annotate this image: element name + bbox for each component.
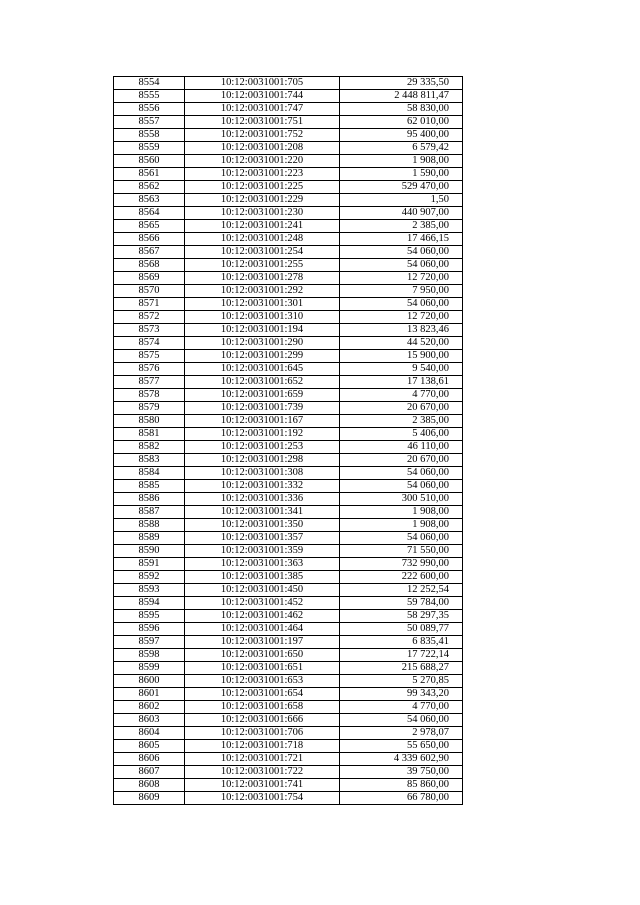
row-number-cell: 8598 — [114, 649, 185, 662]
value-cell: 4 339 602,90 — [340, 753, 463, 766]
cadastral-number-cell: 10:12:0031001:706 — [185, 727, 340, 740]
cadastral-value-table — [113, 76, 463, 805]
table-row — [114, 246, 463, 259]
table-row — [114, 363, 463, 376]
cadastral-number-cell: 10:12:0031001:651 — [185, 662, 340, 675]
value-cell: 12 252,54 — [340, 584, 463, 597]
value-cell: 99 343,20 — [340, 688, 463, 701]
table-row — [114, 298, 463, 311]
table-row — [114, 740, 463, 753]
table-row — [114, 779, 463, 792]
value-cell: 20 670,00 — [340, 402, 463, 415]
cadastral-number-cell: 10:12:0031001:278 — [185, 272, 340, 285]
value-cell: 20 670,00 — [340, 454, 463, 467]
value-cell: 9 540,00 — [340, 363, 463, 376]
cadastral-number-cell: 10:12:0031001:754 — [185, 792, 340, 805]
table-row — [114, 285, 463, 298]
value-cell: 15 900,00 — [340, 350, 463, 363]
cadastral-number-cell: 10:12:0031001:223 — [185, 168, 340, 181]
cadastral-number-cell: 10:12:0031001:255 — [185, 259, 340, 272]
row-number-cell: 8604 — [114, 727, 185, 740]
value-cell: 54 060,00 — [340, 298, 463, 311]
value-cell: 17 466,15 — [340, 233, 463, 246]
table-row — [114, 649, 463, 662]
table-row — [114, 571, 463, 584]
row-number-cell: 8554 — [114, 77, 185, 90]
cadastral-number-cell: 10:12:0031001:357 — [185, 532, 340, 545]
value-cell: 46 110,00 — [340, 441, 463, 454]
row-number-cell: 8589 — [114, 532, 185, 545]
row-number-cell: 8588 — [114, 519, 185, 532]
row-number-cell: 8592 — [114, 571, 185, 584]
table-row — [114, 116, 463, 129]
table-row — [114, 753, 463, 766]
table-row — [114, 584, 463, 597]
value-cell: 54 060,00 — [340, 714, 463, 727]
row-number-cell: 8555 — [114, 90, 185, 103]
cadastral-number-cell: 10:12:0031001:241 — [185, 220, 340, 233]
row-number-cell: 8572 — [114, 311, 185, 324]
value-cell: 2 385,00 — [340, 415, 463, 428]
value-cell: 2 385,00 — [340, 220, 463, 233]
row-number-cell: 8581 — [114, 428, 185, 441]
table-row — [114, 233, 463, 246]
table-body — [114, 77, 463, 805]
row-number-cell: 8568 — [114, 259, 185, 272]
cadastral-number-cell: 10:12:0031001:464 — [185, 623, 340, 636]
value-cell: 5 270,85 — [340, 675, 463, 688]
cadastral-number-cell: 10:12:0031001:650 — [185, 649, 340, 662]
row-number-cell: 8571 — [114, 298, 185, 311]
value-cell: 440 907,00 — [340, 207, 463, 220]
table-row — [114, 324, 463, 337]
cadastral-number-cell: 10:12:0031001:310 — [185, 311, 340, 324]
row-number-cell: 8567 — [114, 246, 185, 259]
row-number-cell: 8565 — [114, 220, 185, 233]
value-cell: 6 835,41 — [340, 636, 463, 649]
table-row — [114, 675, 463, 688]
row-number-cell: 8573 — [114, 324, 185, 337]
cadastral-number-cell: 10:12:0031001:705 — [185, 77, 340, 90]
row-number-cell: 8587 — [114, 506, 185, 519]
table-row — [114, 532, 463, 545]
cadastral-number-cell: 10:12:0031001:747 — [185, 103, 340, 116]
table-row — [114, 168, 463, 181]
cadastral-number-cell: 10:12:0031001:298 — [185, 454, 340, 467]
value-cell: 58 830,00 — [340, 103, 463, 116]
table-row — [114, 376, 463, 389]
table-row — [114, 311, 463, 324]
row-number-cell: 8556 — [114, 103, 185, 116]
cadastral-number-cell: 10:12:0031001:659 — [185, 389, 340, 402]
table-row — [114, 402, 463, 415]
value-cell: 4 770,00 — [340, 389, 463, 402]
value-cell: 58 297,35 — [340, 610, 463, 623]
value-cell: 2 448 811,47 — [340, 90, 463, 103]
cadastral-number-cell: 10:12:0031001:167 — [185, 415, 340, 428]
cadastral-number-cell: 10:12:0031001:741 — [185, 779, 340, 792]
table-row — [114, 623, 463, 636]
row-number-cell: 8575 — [114, 350, 185, 363]
value-cell: 50 089,77 — [340, 623, 463, 636]
cadastral-number-cell: 10:12:0031001:208 — [185, 142, 340, 155]
table-row — [114, 519, 463, 532]
row-number-cell: 8607 — [114, 766, 185, 779]
table-row — [114, 103, 463, 116]
cadastral-number-cell: 10:12:0031001:718 — [185, 740, 340, 753]
cadastral-number-cell: 10:12:0031001:751 — [185, 116, 340, 129]
table-row — [114, 597, 463, 610]
value-cell: 85 860,00 — [340, 779, 463, 792]
row-number-cell: 8603 — [114, 714, 185, 727]
row-number-cell: 8606 — [114, 753, 185, 766]
cadastral-number-cell: 10:12:0031001:308 — [185, 467, 340, 480]
table-row — [114, 350, 463, 363]
value-cell: 300 510,00 — [340, 493, 463, 506]
row-number-cell: 8577 — [114, 376, 185, 389]
cadastral-number-cell: 10:12:0031001:192 — [185, 428, 340, 441]
cadastral-number-cell: 10:12:0031001:722 — [185, 766, 340, 779]
cadastral-number-cell: 10:12:0031001:462 — [185, 610, 340, 623]
row-number-cell: 8578 — [114, 389, 185, 402]
cadastral-number-cell: 10:12:0031001:350 — [185, 519, 340, 532]
cadastral-number-cell: 10:12:0031001:332 — [185, 480, 340, 493]
table-row — [114, 636, 463, 649]
value-cell: 222 600,00 — [340, 571, 463, 584]
table-row — [114, 220, 463, 233]
table-row — [114, 337, 463, 350]
row-number-cell: 8560 — [114, 155, 185, 168]
table-row — [114, 207, 463, 220]
table-row — [114, 545, 463, 558]
value-cell: 1 908,00 — [340, 519, 463, 532]
row-number-cell: 8557 — [114, 116, 185, 129]
row-number-cell: 8584 — [114, 467, 185, 480]
table-row — [114, 155, 463, 168]
table-row — [114, 662, 463, 675]
cadastral-number-cell: 10:12:0031001:652 — [185, 376, 340, 389]
value-cell: 4 770,00 — [340, 701, 463, 714]
value-cell: 54 060,00 — [340, 480, 463, 493]
cadastral-number-cell: 10:12:0031001:645 — [185, 363, 340, 376]
cadastral-number-cell: 10:12:0031001:450 — [185, 584, 340, 597]
row-number-cell: 8586 — [114, 493, 185, 506]
value-cell: 17 722,14 — [340, 649, 463, 662]
value-cell: 732 990,00 — [340, 558, 463, 571]
table-row — [114, 415, 463, 428]
table-row — [114, 467, 463, 480]
cadastral-number-cell: 10:12:0031001:253 — [185, 441, 340, 454]
value-cell: 66 780,00 — [340, 792, 463, 805]
table-row — [114, 792, 463, 805]
row-number-cell: 8585 — [114, 480, 185, 493]
value-cell: 54 060,00 — [340, 246, 463, 259]
value-cell: 6 579,42 — [340, 142, 463, 155]
cadastral-number-cell: 10:12:0031001:299 — [185, 350, 340, 363]
table-row — [114, 181, 463, 194]
cadastral-number-cell: 10:12:0031001:654 — [185, 688, 340, 701]
row-number-cell: 8566 — [114, 233, 185, 246]
value-cell: 54 060,00 — [340, 532, 463, 545]
cadastral-number-cell: 10:12:0031001:658 — [185, 701, 340, 714]
row-number-cell: 8601 — [114, 688, 185, 701]
value-cell: 54 060,00 — [340, 467, 463, 480]
cadastral-number-cell: 10:12:0031001:290 — [185, 337, 340, 350]
table-row — [114, 714, 463, 727]
row-number-cell: 8600 — [114, 675, 185, 688]
table-row — [114, 610, 463, 623]
table-row — [114, 727, 463, 740]
row-number-cell: 8593 — [114, 584, 185, 597]
row-number-cell: 8583 — [114, 454, 185, 467]
row-number-cell: 8576 — [114, 363, 185, 376]
value-cell: 54 060,00 — [340, 259, 463, 272]
cadastral-number-cell: 10:12:0031001:229 — [185, 194, 340, 207]
row-number-cell: 8591 — [114, 558, 185, 571]
cadastral-number-cell: 10:12:0031001:341 — [185, 506, 340, 519]
value-cell: 1,50 — [340, 194, 463, 207]
row-number-cell: 8564 — [114, 207, 185, 220]
table-row — [114, 441, 463, 454]
row-number-cell: 8595 — [114, 610, 185, 623]
row-number-cell: 8602 — [114, 701, 185, 714]
table-row — [114, 129, 463, 142]
cadastral-number-cell: 10:12:0031001:220 — [185, 155, 340, 168]
value-cell: 59 784,00 — [340, 597, 463, 610]
table-row — [114, 90, 463, 103]
table-row — [114, 77, 463, 90]
value-cell: 29 335,50 — [340, 77, 463, 90]
value-cell: 529 470,00 — [340, 181, 463, 194]
cadastral-number-cell: 10:12:0031001:225 — [185, 181, 340, 194]
cadastral-number-cell: 10:12:0031001:385 — [185, 571, 340, 584]
value-cell: 12 720,00 — [340, 272, 463, 285]
table-row — [114, 389, 463, 402]
cadastral-number-cell: 10:12:0031001:721 — [185, 753, 340, 766]
row-number-cell: 8563 — [114, 194, 185, 207]
cadastral-number-cell: 10:12:0031001:739 — [185, 402, 340, 415]
row-number-cell: 8597 — [114, 636, 185, 649]
value-cell: 13 823,46 — [340, 324, 463, 337]
row-number-cell: 8570 — [114, 285, 185, 298]
value-cell: 7 950,00 — [340, 285, 463, 298]
row-number-cell: 8574 — [114, 337, 185, 350]
row-number-cell: 8594 — [114, 597, 185, 610]
table-row — [114, 272, 463, 285]
value-cell: 1 908,00 — [340, 155, 463, 168]
row-number-cell: 8599 — [114, 662, 185, 675]
value-cell: 17 138,61 — [340, 376, 463, 389]
cadastral-number-cell: 10:12:0031001:452 — [185, 597, 340, 610]
value-cell: 1 908,00 — [340, 506, 463, 519]
row-number-cell: 8608 — [114, 779, 185, 792]
cadastral-number-cell: 10:12:0031001:653 — [185, 675, 340, 688]
cadastral-number-cell: 10:12:0031001:744 — [185, 90, 340, 103]
row-number-cell: 8561 — [114, 168, 185, 181]
cadastral-number-cell: 10:12:0031001:230 — [185, 207, 340, 220]
cadastral-number-cell: 10:12:0031001:194 — [185, 324, 340, 337]
row-number-cell: 8580 — [114, 415, 185, 428]
value-cell: 71 550,00 — [340, 545, 463, 558]
value-cell: 95 400,00 — [340, 129, 463, 142]
table-row — [114, 688, 463, 701]
table-row — [114, 506, 463, 519]
cadastral-number-cell: 10:12:0031001:666 — [185, 714, 340, 727]
row-number-cell: 8559 — [114, 142, 185, 155]
cadastral-number-cell: 10:12:0031001:752 — [185, 129, 340, 142]
table-row — [114, 701, 463, 714]
row-number-cell: 8558 — [114, 129, 185, 142]
table-row — [114, 259, 463, 272]
table-row — [114, 428, 463, 441]
table-row — [114, 480, 463, 493]
table-row — [114, 558, 463, 571]
cadastral-number-cell: 10:12:0031001:359 — [185, 545, 340, 558]
table-row — [114, 493, 463, 506]
value-cell: 44 520,00 — [340, 337, 463, 350]
table-row — [114, 194, 463, 207]
cadastral-number-cell: 10:12:0031001:292 — [185, 285, 340, 298]
cadastral-number-cell: 10:12:0031001:248 — [185, 233, 340, 246]
cadastral-number-cell: 10:12:0031001:363 — [185, 558, 340, 571]
row-number-cell: 8562 — [114, 181, 185, 194]
row-number-cell: 8596 — [114, 623, 185, 636]
row-number-cell: 8605 — [114, 740, 185, 753]
table-row — [114, 766, 463, 779]
cadastral-number-cell: 10:12:0031001:301 — [185, 298, 340, 311]
row-number-cell: 8582 — [114, 441, 185, 454]
value-cell: 39 750,00 — [340, 766, 463, 779]
value-cell: 2 978,07 — [340, 727, 463, 740]
cadastral-number-cell: 10:12:0031001:197 — [185, 636, 340, 649]
table-row — [114, 142, 463, 155]
cadastral-number-cell: 10:12:0031001:254 — [185, 246, 340, 259]
row-number-cell: 8590 — [114, 545, 185, 558]
value-cell: 1 590,00 — [340, 168, 463, 181]
value-cell: 215 688,27 — [340, 662, 463, 675]
value-cell: 55 650,00 — [340, 740, 463, 753]
value-cell: 12 720,00 — [340, 311, 463, 324]
row-number-cell: 8609 — [114, 792, 185, 805]
cadastral-number-cell: 10:12:0031001:336 — [185, 493, 340, 506]
row-number-cell: 8569 — [114, 272, 185, 285]
table-row — [114, 454, 463, 467]
row-number-cell: 8579 — [114, 402, 185, 415]
value-cell: 5 406,00 — [340, 428, 463, 441]
value-cell: 62 010,00 — [340, 116, 463, 129]
